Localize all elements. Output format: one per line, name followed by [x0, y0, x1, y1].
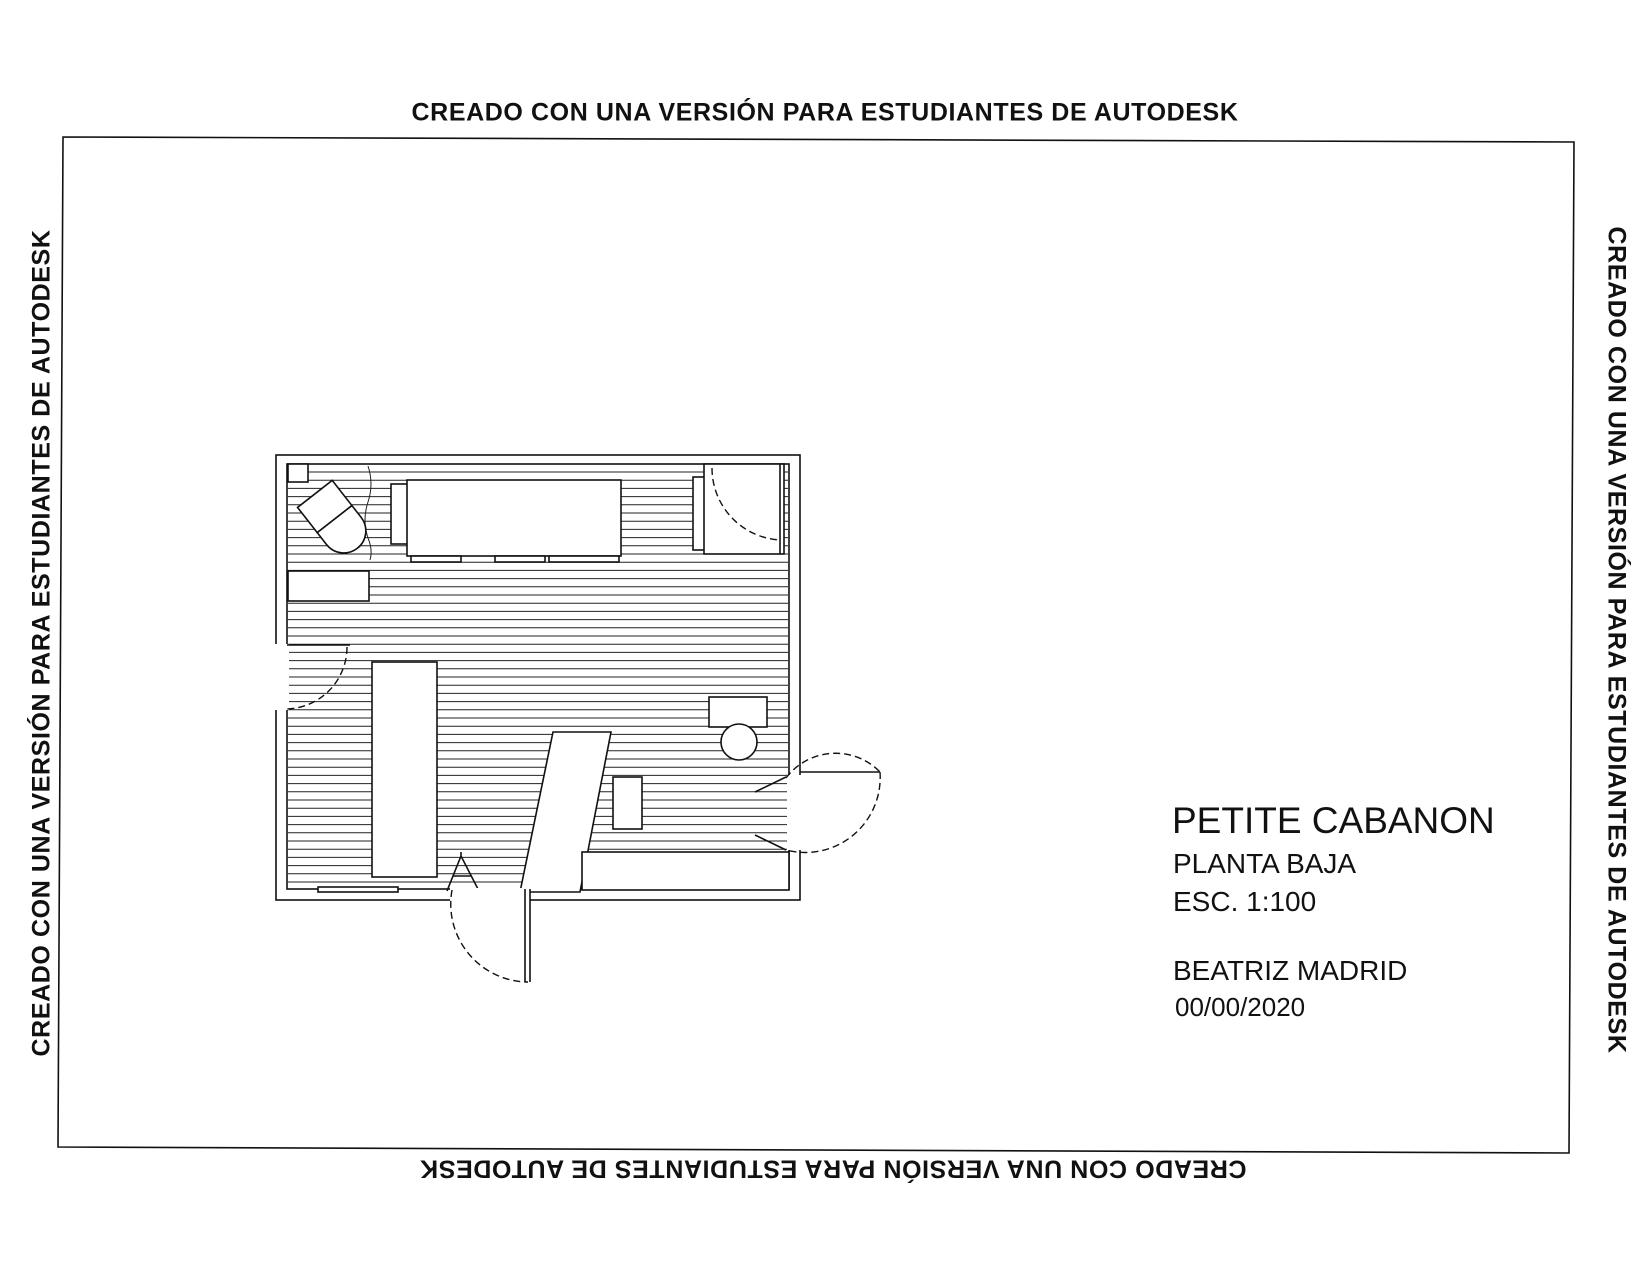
bottom-door-swing — [451, 890, 528, 982]
counter-leg-3 — [549, 556, 619, 562]
small-cabinet — [613, 777, 642, 829]
drawing-scale: ESC. 1:100 — [1173, 886, 1317, 917]
counter-leg-2 — [495, 556, 545, 562]
right-door-leaf-b — [755, 835, 786, 850]
bottom-threshold — [318, 887, 398, 892]
left-door-swing — [287, 647, 347, 709]
watermark-left: CREADO CON UNA VERSIÓN PARA ESTUDIANTES DE AUTODESK — [27, 229, 56, 1057]
left-door-gap — [274, 644, 289, 710]
bench-base — [582, 852, 789, 890]
watermark-bottom: CREADO CON UNA VERSIÓN PARA ESTUDIANTES DE AUTODESK — [419, 1154, 1247, 1183]
bed — [372, 662, 437, 877]
kitchen-counter — [407, 480, 621, 556]
side-table — [709, 697, 767, 727]
bottom-door-gap — [450, 888, 530, 903]
watermark-right: CREADO CON UNA VERSIÓN PARA ESTUDIANTES DE AUTODESK — [1602, 226, 1631, 1054]
drawing-date: 00/00/2020 — [1175, 992, 1306, 1022]
right-door-gap — [787, 775, 802, 850]
right-door-leaf-a — [755, 777, 786, 792]
toilet — [298, 480, 375, 561]
drawing-subtitle: PLANTA BAJA — [1173, 848, 1357, 879]
watermark-top: CREADO CON UNA VERSIÓN PARA ESTUDIANTES DE AUTODESK — [411, 98, 1239, 127]
drawing-title: PETITE CABANON — [1172, 800, 1495, 841]
drawing-author: BEATRIZ MADRID — [1173, 955, 1408, 986]
wardrobe — [704, 464, 784, 554]
stool — [721, 724, 757, 760]
shelf — [288, 571, 369, 601]
counter-leg-1 — [411, 556, 461, 562]
bathtub-top — [288, 464, 308, 482]
counter-side — [391, 484, 408, 544]
